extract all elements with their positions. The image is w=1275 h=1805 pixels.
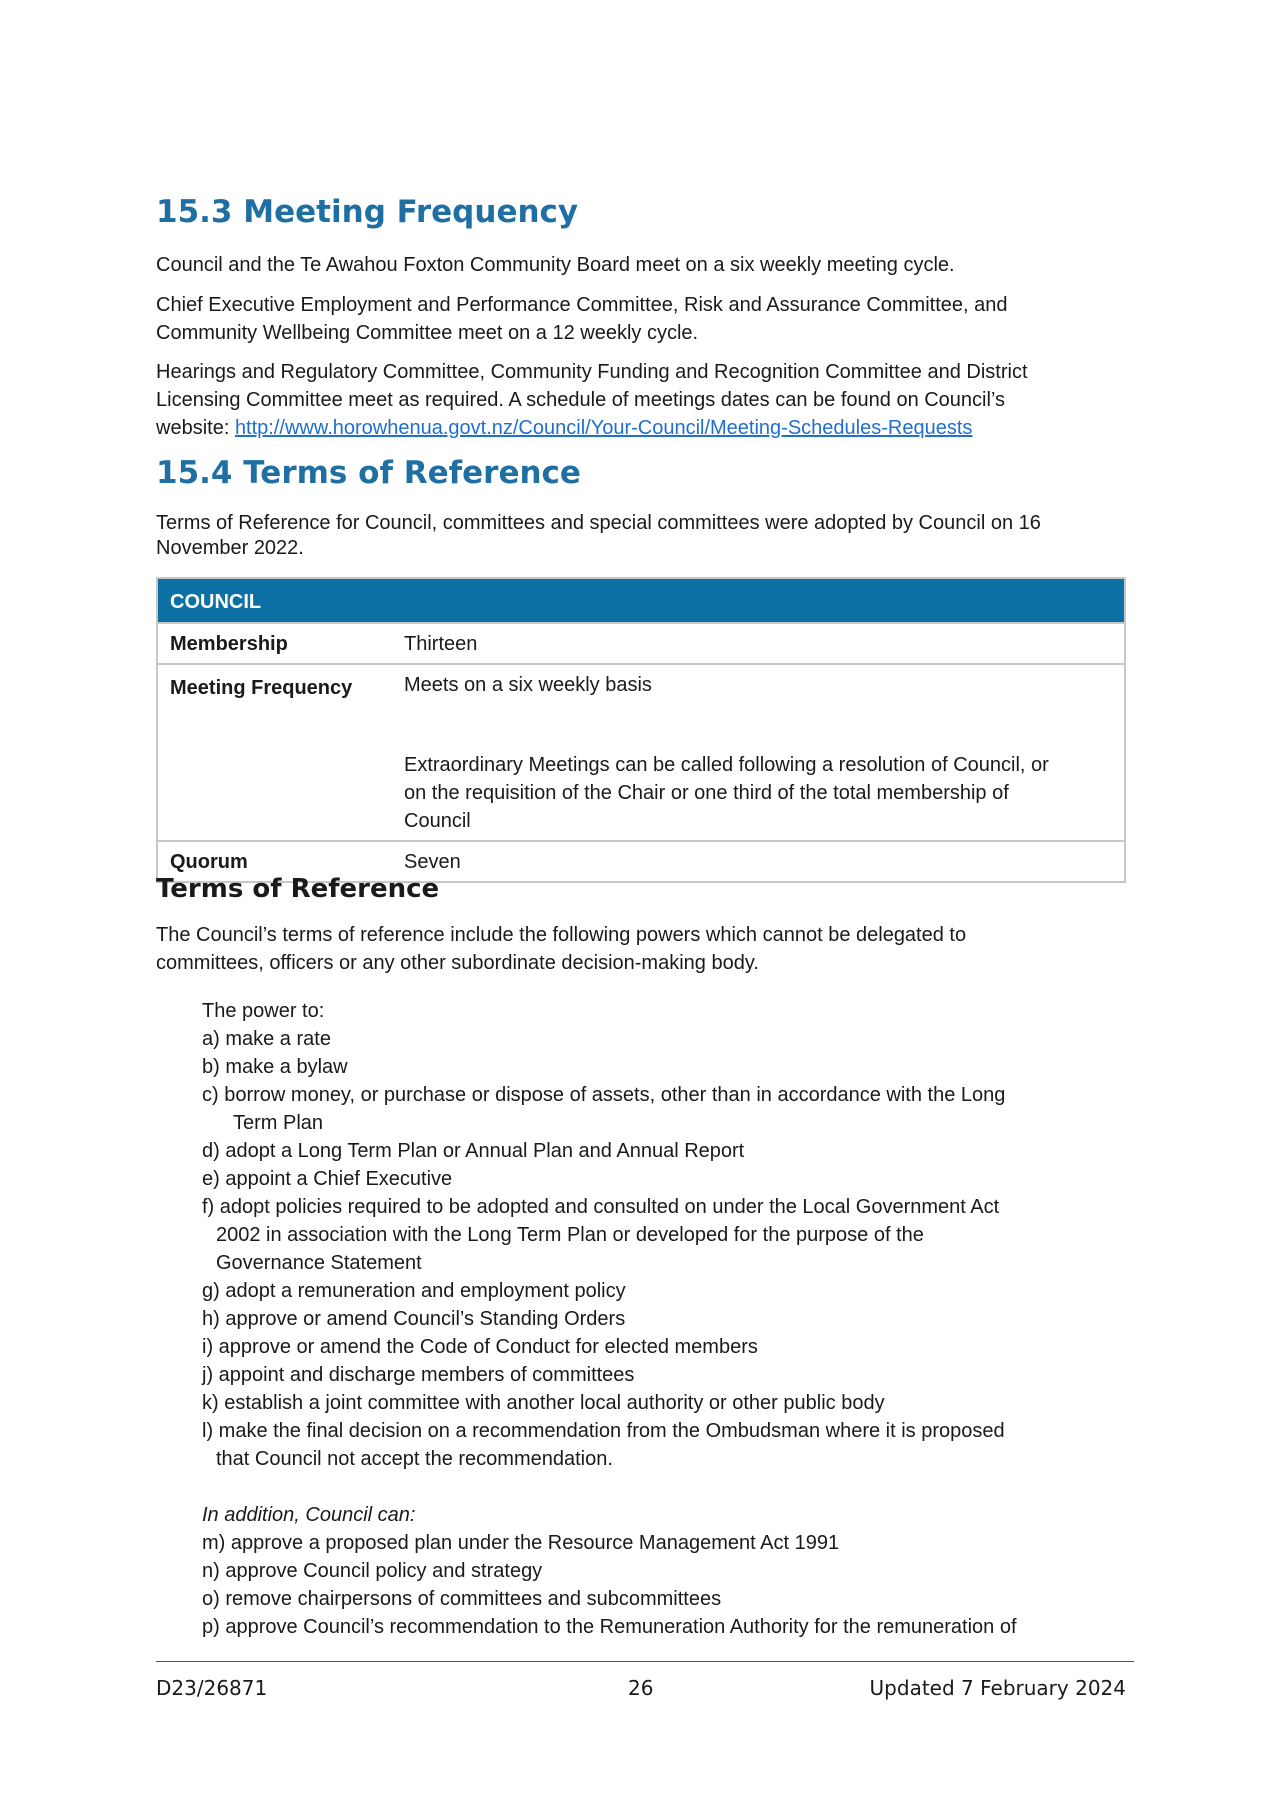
- tor-intro-line-1: Terms of Reference for Council, committees and special committees were adopted by Council on 16: [156, 512, 1041, 534]
- meeting-frequency-para-1: Council and the Te Awahou Foxton Community Board meet on a six weekly meeting cycle.: [156, 254, 955, 276]
- list-item: d) adopt a Long Term Plan or Annual Plan and Annual Report: [202, 1140, 745, 1162]
- terms-of-reference-subheading: Terms of Reference: [156, 874, 440, 904]
- list-item: k) establish a joint committee with another local authority or other public body: [202, 1392, 885, 1414]
- meeting-frequency-para-2: [156, 291, 1116, 347]
- quorum-value: Seven: [392, 841, 1125, 882]
- list-item: i) approve or amend the Code of Conduct for elected members: [202, 1336, 758, 1358]
- section-heading-meeting-frequency: 15.3 Meeting Frequency: [156, 194, 579, 230]
- list-item: m) approve a proposed plan under the Resource Management Act 1991: [202, 1532, 840, 1554]
- document-id: D23/26871: [156, 1676, 268, 1700]
- frequency-value-2: [404, 751, 1112, 835]
- list-item: p) approve Council’s recommendation to the Remuneration Authority for the remuneration of: [202, 1616, 1017, 1638]
- terms-of-reference-intro: [156, 511, 1116, 561]
- list-item-continuation: that Council not accept the recommendation.: [216, 1448, 613, 1470]
- terms-intro: [156, 921, 1116, 977]
- membership-label: Membership: [157, 623, 392, 664]
- para-3-line-1: Hearings and Regulatory Committee, Community Funding and Recognition Committee and District: [156, 361, 1028, 383]
- frequency-value-1: Meets on a six weekly basis: [404, 674, 652, 696]
- terms-intro-line-1: The Council’s terms of reference include the following powers which cannot be delegated to: [156, 924, 967, 946]
- list-item: o) remove chairpersons of committees and subcommittees: [202, 1588, 722, 1610]
- quorum-label: Quorum: [157, 841, 392, 882]
- page-number: 26: [628, 1676, 654, 1700]
- membership-value: Thirteen: [392, 623, 1125, 664]
- meeting-frequency-label: Meeting Frequency: [157, 664, 392, 841]
- frequency-value-2-line-2: on the requisition of the Chair or one third of the total membership of: [404, 782, 1009, 804]
- list-item: a) make a rate: [202, 1028, 331, 1050]
- frequency-value-2-line-1: Extraordinary Meetings can be called following a resolution of Council, or: [404, 754, 1049, 776]
- list-item: h) approve or amend Council’s Standing Orders: [202, 1308, 626, 1330]
- para-2-line-2: Community Wellbeing Committee meet on a 12 weekly cycle.: [156, 322, 699, 344]
- terms-intro-line-2: committees, officers or any other subordinate decision-making body.: [156, 952, 759, 974]
- footer-divider: [156, 1661, 1134, 1662]
- addition-lead: In addition, Council can:: [202, 1504, 416, 1526]
- list-item: g) adopt a remuneration and employment policy: [202, 1280, 626, 1302]
- para-3-line-2: Licensing Committee meet as required. A schedule of meetings dates can be found on Council’s: [156, 389, 1006, 411]
- list-item: e) appoint a Chief Executive: [202, 1168, 453, 1190]
- updated-date: Updated 7 February 2024: [869, 1676, 1126, 1700]
- list-item: f) adopt policies required to be adopted and consulted on under the Local Government Act: [202, 1196, 1000, 1218]
- website-prefix: website:: [156, 417, 235, 439]
- council-table-header: COUNCIL: [157, 578, 1125, 623]
- list-item: j) appoint and discharge members of committees: [202, 1364, 635, 1386]
- list-item: n) approve Council policy and strategy: [202, 1560, 543, 1582]
- frequency-value-2-line-3: Council: [404, 810, 471, 832]
- list-item: b) make a bylaw: [202, 1056, 348, 1078]
- list-item-continuation: Term Plan: [233, 1112, 324, 1134]
- list-item-continuation: Governance Statement: [216, 1252, 422, 1274]
- council-table: [156, 577, 1126, 883]
- list-item: c) borrow money, or purchase or dispose of assets, other than in accordance with the Long: [202, 1084, 1006, 1106]
- section-heading-terms-of-reference: 15.4 Terms of Reference: [156, 455, 581, 491]
- meeting-frequency-para-3: [156, 358, 1116, 442]
- meeting-frequency-value: [392, 664, 1125, 841]
- powers-list: [202, 997, 1102, 1641]
- power-lead: The power to:: [202, 1000, 325, 1022]
- para-2-line-1: Chief Executive Employment and Performance Committee, Risk and Assurance Committee, and: [156, 294, 1008, 316]
- meeting-schedules-link[interactable]: http://www.horowhenua.govt.nz/Council/Your-Council/Meeting-Schedules-Requests: [234, 417, 973, 439]
- list-item: l) make the final decision on a recommendation from the Ombudsman where it is proposed: [202, 1420, 1005, 1442]
- list-item-continuation: 2002 in association with the Long Term Plan or developed for the purpose of the: [216, 1224, 924, 1246]
- tor-intro-line-2: November 2022.: [156, 537, 304, 559]
- para-3-line-3: [156, 414, 1116, 442]
- list-spacer: [202, 1473, 1102, 1501]
